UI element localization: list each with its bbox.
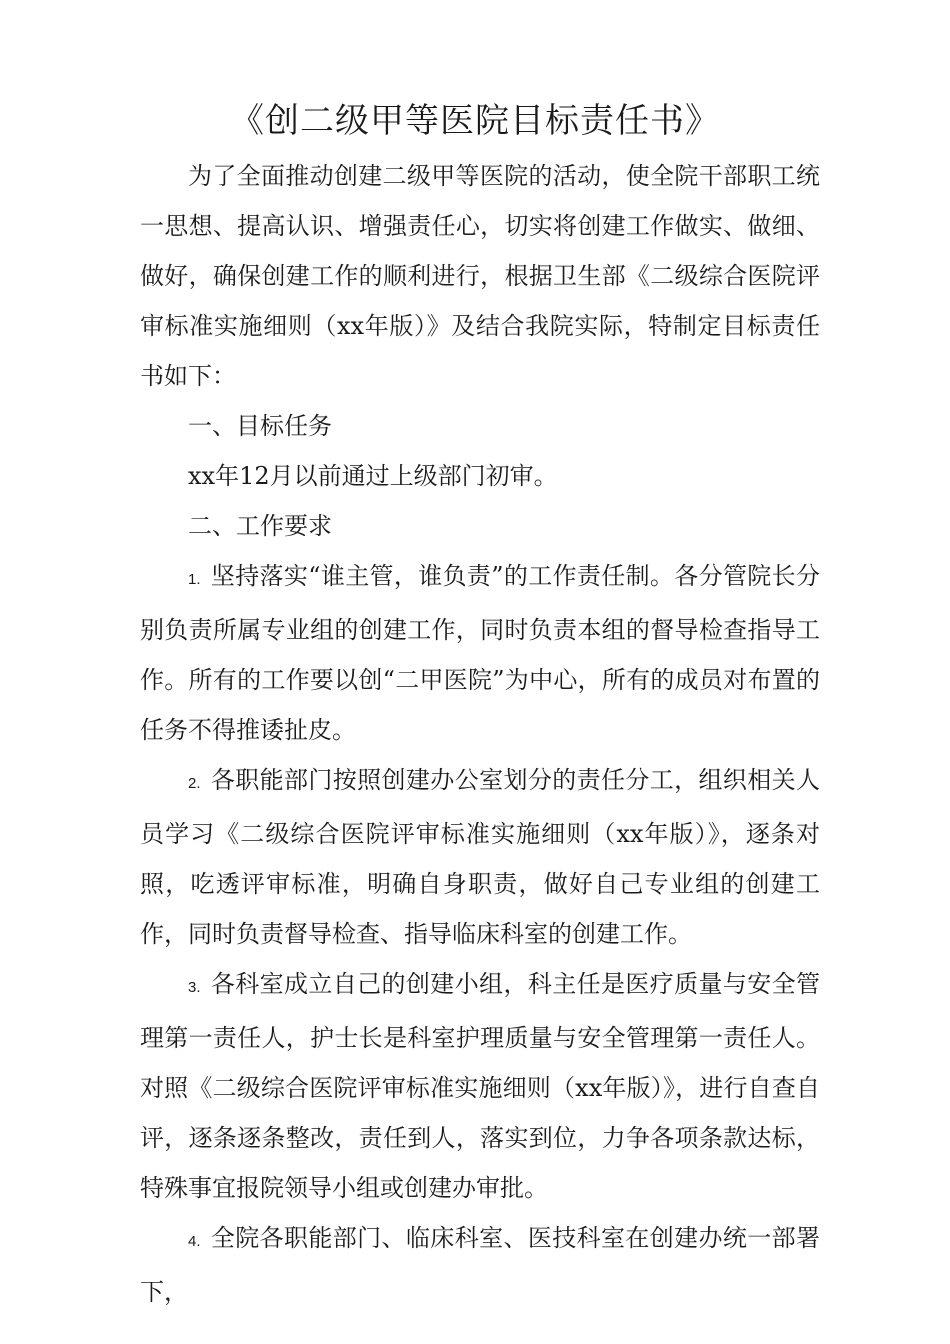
document-body [140,151,820,1317]
item-text: 坚持落实“谁主管，谁负责”的工作责任制。各分管院长分别负责所属专业组的创建工作，同时负责本组的督导检查指导工作。所有的工作要以创“二甲医院”为中心，所有的成员对布置的任务不得推诿扯皮。 [140,562,820,744]
item-number: 1. [188,571,201,588]
item-text: 全院各职能部门、临床科室、医技科室在创建办统一部署下， [140,1224,820,1306]
requirement-item-1 [140,551,820,755]
item-number: 4. [188,1233,201,1250]
requirement-item-2 [140,755,820,959]
item-number: 3. [188,979,201,996]
requirement-item-3 [140,959,820,1213]
item-text: 各科室成立自己的创建小组，科主任是医疗质量与安全管理第一责任人，护士长是科室护理质量与安全管理第一责任人。对照《二级综合医院评审标准实施细则（xx年版）》，进行自查自评，逐条逐条整改，责任到人，落实到位，力争各项条款达标，特殊事宜报院领导小组或创建办审批。 [140,970,820,1202]
item-number: 2. [188,775,201,792]
section-heading-requirements: 二、工作要求 [188,512,332,540]
intro-paragraph: 为了全面推动创建二级甲等医院的活动，使全院干部职工统一思想、提高认识、增强责任心，切实将创建工作做实、做细、做好，确保创建工作的顺利进行，根据卫生部《二级综合医院评审标准实施细则（xx年版）》及结合我院实际，特制定目标责任书如下： [140,162,820,390]
section-heading-goals: 一、目标任务 [188,412,332,440]
item-text: 各职能部门按照创建办公室划分的责任分工，组织相关人员学习《二级综合医院评审标准实施细则（xx年版）》，逐条对照，吃透评审标准，明确自身职责，做好自己专业组的创建工作，同时负责督导检查、指导临床科室的创建工作。 [140,766,820,948]
section-goals-content: xx年12月以前通过上级部门初审。 [188,462,558,490]
document-title: 《创二级甲等医院目标责任书》 [230,101,720,141]
requirement-item-4 [140,1213,820,1317]
